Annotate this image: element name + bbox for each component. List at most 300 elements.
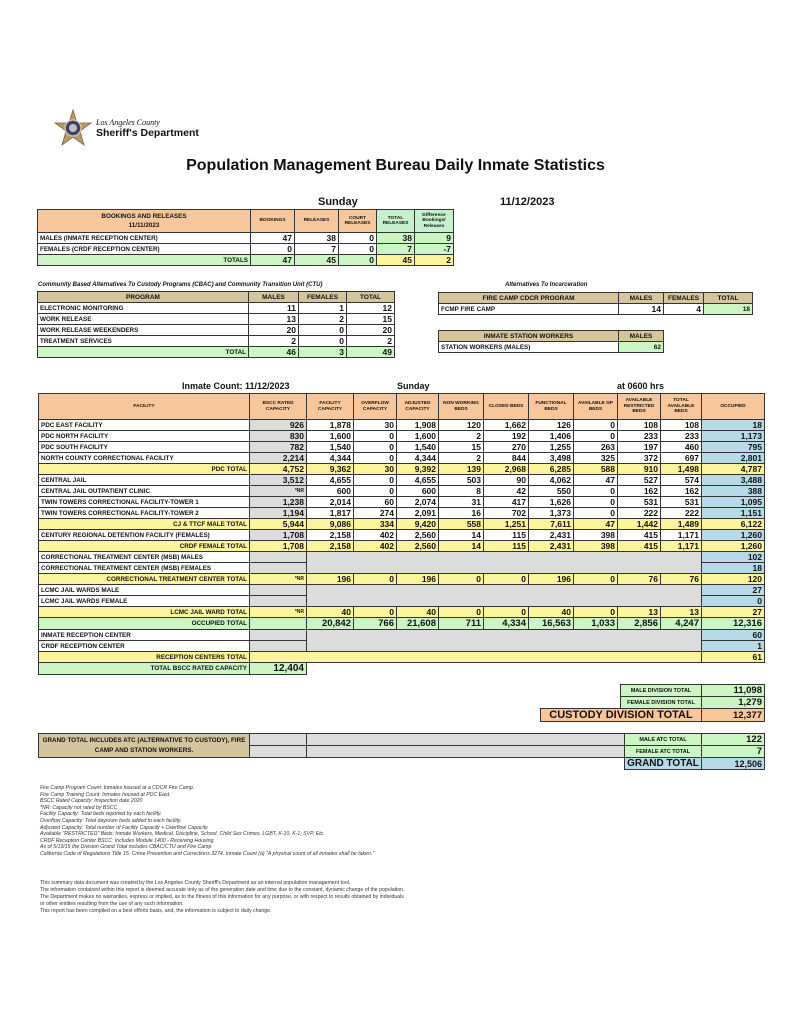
cell: 460	[661, 442, 702, 453]
row-label: OCCUPIED TOTAL	[39, 618, 250, 630]
cell: 222	[618, 508, 661, 519]
cell: 13	[249, 314, 299, 325]
row-label: TWIN TOWERS CORRECTIONAL FACILITY-TOWER 2	[39, 508, 250, 519]
col-females: FEMALES	[664, 293, 704, 304]
disclaimer-line: The information contained within this report is deemed accurate only as of the generation date and time due to the constant, dynamic change of the population.	[40, 887, 405, 893]
disclaimer-line: The Department makes no warranties, express or implied, as to the fitness of this information for any purpose, or with respect to results obtained by individuals	[40, 894, 404, 900]
cell: 388	[702, 486, 765, 497]
cell: 0	[354, 607, 397, 618]
cell: 531	[661, 497, 702, 508]
cell: 62	[619, 342, 664, 353]
sub-row	[39, 552, 765, 563]
cell: 12	[347, 303, 395, 314]
row-label: WORK RELEASE WEEKENDERS	[38, 325, 249, 336]
col-releases: RELEASES	[295, 210, 339, 233]
col-adjusted-capacity: ADJUSTED CAPACITY	[397, 394, 439, 420]
cell: 697	[661, 453, 702, 464]
col-total: TOTAL	[347, 292, 395, 303]
cell: 4,062	[529, 475, 574, 486]
cell: 30	[354, 464, 397, 475]
cbac-table	[37, 291, 395, 358]
sheriff-logo	[52, 108, 252, 158]
cell: 0	[354, 442, 397, 453]
cell: 47	[574, 475, 618, 486]
cell: 45	[377, 255, 415, 266]
cell: -7	[415, 244, 454, 255]
cell: 372	[618, 453, 661, 464]
cell: 417	[484, 497, 529, 508]
cell: 415	[618, 541, 661, 552]
cell: 0	[574, 508, 618, 519]
cell: 398	[574, 530, 618, 541]
cell: 1,662	[484, 420, 529, 431]
sub-row	[39, 641, 765, 652]
col-overflow-capacity: OVERFLOW CAPACITY	[354, 394, 397, 420]
cell: 15	[439, 442, 484, 453]
cell: 0	[299, 325, 347, 336]
station-workers-table	[438, 330, 664, 353]
cell: 0	[339, 255, 377, 266]
cell: 27	[702, 585, 765, 596]
cell: 274	[354, 508, 397, 519]
footnote-line: *NR: Capacity not rated by BSCC	[40, 804, 118, 811]
cell: 6,285	[529, 464, 574, 475]
cell: 1,498	[661, 464, 702, 475]
cell: 270	[484, 442, 529, 453]
cell: 9,392	[397, 464, 439, 475]
row-label: LCMC JAIL WARD TOTAL	[39, 607, 250, 618]
col-total: TOTAL	[704, 293, 753, 304]
cell: 910	[618, 464, 661, 475]
cell: 40	[397, 607, 439, 618]
cell: 550	[529, 486, 574, 497]
bscc-total-row	[39, 663, 765, 675]
cell: 1,255	[529, 442, 574, 453]
row-label: CORRECTIONAL TREATMENT CENTER (MSB) FEMALES	[39, 563, 250, 574]
cell: 1,151	[702, 508, 765, 519]
cell: 2,431	[529, 530, 574, 541]
cell: 2,214	[250, 453, 307, 464]
cell: 2,560	[397, 541, 439, 552]
row-label: NORTH COUNTY CORRECTIONAL FACILITY	[39, 453, 250, 464]
col-males: MALES	[249, 292, 299, 303]
sub-row	[39, 563, 765, 574]
inmate-count-time: at 0600 hrs	[617, 381, 665, 391]
cell: 0	[484, 607, 529, 618]
cell: 4,344	[307, 453, 354, 464]
cell: 45	[295, 255, 339, 266]
cell: 18	[704, 304, 753, 315]
male-division-row	[541, 685, 765, 697]
cell: 3	[299, 347, 347, 358]
row-label: CORRECTIONAL TREATMENT CENTER (MSB) MALES	[39, 552, 250, 563]
col-facility: FACILITY	[39, 394, 250, 420]
cell: 162	[661, 486, 702, 497]
cell: 1,600	[397, 431, 439, 442]
cell: 3,498	[529, 453, 574, 464]
row-label: TREATMENT SERVICES	[38, 336, 249, 347]
col-total-releases: TOTAL RELEASES	[377, 210, 415, 233]
cell: 4,787	[702, 464, 765, 475]
reception-row	[39, 652, 765, 663]
cell: 2,856	[618, 618, 661, 630]
cell: 18	[702, 420, 765, 431]
cell: 0	[574, 420, 618, 431]
cell: 2	[439, 431, 484, 442]
cell: 1	[299, 303, 347, 314]
cell: 139	[439, 464, 484, 475]
cell: 844	[484, 453, 529, 464]
cell: 1,251	[484, 519, 529, 530]
footnote-line: Adjusted Capacity: Total number of Facility Capacity + Overflow Capacity	[40, 824, 208, 831]
table-row	[39, 420, 765, 431]
cell: 21,608	[397, 618, 439, 630]
cell: 1,194	[250, 508, 307, 519]
disclaimer-line: This summary data document was created by the Los Angeles County Sheriff's Department as an internal population management tool.	[40, 880, 351, 886]
cell: 47	[251, 255, 295, 266]
cell: 18	[702, 563, 765, 574]
cell: 6,122	[702, 519, 765, 530]
cell: 711	[439, 618, 484, 630]
cell: 4,655	[397, 475, 439, 486]
cell: 76	[618, 574, 661, 585]
cell: 16	[439, 508, 484, 519]
row-label: TOTALS	[38, 255, 251, 266]
table-row	[439, 304, 753, 315]
page-title: Population Management Bureau Daily Inmate Statistics	[186, 157, 605, 174]
cell: 1,540	[397, 442, 439, 453]
cell: 14	[619, 304, 664, 315]
cell: 76	[661, 574, 702, 585]
cell: 20,842	[307, 618, 354, 630]
cell: 2	[347, 336, 395, 347]
cell: 3,488	[702, 475, 765, 486]
cell: 47	[574, 519, 618, 530]
total-row	[39, 464, 765, 475]
row-label: CJ & TTCF MALE TOTAL	[39, 519, 250, 530]
col-fire-camp-program: FIRE CAMP CDCR PROGRAM	[439, 293, 619, 304]
cell: 402	[354, 541, 397, 552]
row-label: WORK RELEASE	[38, 314, 249, 325]
row-label: CENTRAL JAIL	[39, 475, 250, 486]
cell: 2,968	[484, 464, 529, 475]
grand-total-label: GRAND TOTAL	[625, 758, 702, 770]
cell: 2,158	[307, 530, 354, 541]
col-bookings: BOOKINGS	[251, 210, 295, 233]
cell: 398	[574, 541, 618, 552]
row-label: RECEPTION CENTERS TOTAL	[39, 652, 250, 663]
cell: 0	[354, 475, 397, 486]
col-program: PROGRAM	[38, 292, 249, 303]
footnote-line: Fire Camp Program Count: Inmates housed at a CDCR Fire Camp.	[40, 785, 195, 791]
cell: 1,908	[397, 420, 439, 431]
cell: 503	[439, 475, 484, 486]
cell: 11,098	[702, 685, 765, 697]
cell: 222	[661, 508, 702, 519]
cell: 196	[307, 574, 354, 585]
col-available-gp-beds: AVAILABLE GP BEDS	[574, 394, 618, 420]
cell: 47	[251, 233, 295, 244]
cell: 2	[249, 336, 299, 347]
col-facility-capacity: FACILITY CAPACITY	[307, 394, 354, 420]
cell: 15	[347, 314, 395, 325]
table-row	[38, 336, 395, 347]
cell: 9,362	[307, 464, 354, 475]
cell: 7,611	[529, 519, 574, 530]
custody-division-row	[541, 709, 765, 722]
table-row	[38, 314, 395, 325]
col-functional-beds: FUNCTIONAL BEDS	[529, 394, 574, 420]
cell: 0	[354, 453, 397, 464]
cell: 574	[661, 475, 702, 486]
cell: 108	[661, 420, 702, 431]
footnote-line: Fire Camp Training Count: Inmates housed at PDC East.	[40, 791, 171, 798]
cell: 588	[574, 464, 618, 475]
cell: 2,091	[397, 508, 439, 519]
row-label: FCMP FIRE CAMP	[439, 304, 619, 315]
cell: 60	[702, 630, 765, 641]
cell: 1,033	[574, 618, 618, 630]
cell: 0	[439, 574, 484, 585]
alternatives-section-title: Alternatives To Incarceration	[505, 282, 588, 288]
cell: 2,431	[529, 541, 574, 552]
cell: 0	[339, 244, 377, 255]
cell: 7	[377, 244, 415, 255]
cell: 102	[702, 552, 765, 563]
cell: 795	[702, 442, 765, 453]
male-atc-label: MALE ATC TOTAL	[625, 734, 702, 746]
cell: 415	[618, 530, 661, 541]
cell: 0	[574, 486, 618, 497]
cell: 90	[484, 475, 529, 486]
total-row	[39, 607, 765, 618]
cell: 196	[529, 574, 574, 585]
cell: 4	[664, 304, 704, 315]
cell: 7	[295, 244, 339, 255]
cell: 2,074	[397, 497, 439, 508]
cell: 1,260	[702, 541, 765, 552]
cell: 2,801	[702, 453, 765, 464]
cell: 0	[439, 607, 484, 618]
cell: 30	[354, 420, 397, 431]
footnote-line: Available "RESTRICTED" Beds: Inmate Workers, Medical, Discipline, School, Child Sex Crimes, LGBT, K-10, K-1, SVP, Etc.	[40, 831, 325, 838]
department-name: Sheriff's Department	[96, 127, 199, 139]
facility-table	[38, 393, 765, 675]
cell: 12,377	[702, 709, 765, 722]
table-row	[38, 244, 454, 255]
cell: 38	[377, 233, 415, 244]
disclaimer	[40, 880, 405, 915]
cell: 1,817	[307, 508, 354, 519]
male-atc-value: 122	[702, 734, 765, 746]
cell: 120	[702, 574, 765, 585]
cell: 11	[249, 303, 299, 314]
cell: 13	[618, 607, 661, 618]
cell: 702	[484, 508, 529, 519]
cell: 1,279	[702, 697, 765, 709]
cell: 5,944	[250, 519, 307, 530]
grand-row	[39, 618, 765, 630]
sheriff-star-badge-icon	[52, 108, 94, 154]
cell: 38	[295, 233, 339, 244]
cell: 9	[415, 233, 454, 244]
cell: 1,708	[250, 530, 307, 541]
grand-total-note: GRAND TOTAL INCLUDES ATC (ALTERNATIVE TO CUSTODY), FIRE CAMP AND STATION WORKERS.	[39, 734, 250, 758]
cell: 830	[250, 431, 307, 442]
cell: 27	[702, 607, 765, 618]
cell: 1	[702, 641, 765, 652]
cell: 1,173	[702, 431, 765, 442]
cell: 600	[307, 486, 354, 497]
county-name: Los Angeles County	[96, 118, 160, 127]
col-court-releases: COURT RELEASES	[339, 210, 377, 233]
table-row	[39, 486, 765, 497]
cell: 233	[661, 431, 702, 442]
cell: 2	[299, 314, 347, 325]
cell: 20	[249, 325, 299, 336]
row-label: TOTAL	[38, 347, 249, 358]
cell: 61	[702, 652, 765, 663]
row-label: ELECTRONIC MONITORING	[38, 303, 249, 314]
female-division-row	[541, 697, 765, 709]
row-label: INMATE RECEPTION CENTER	[39, 630, 250, 641]
cell: 196	[397, 574, 439, 585]
grand-total-table	[38, 733, 765, 770]
cell: 16,563	[529, 618, 574, 630]
cell: 12,404	[250, 663, 307, 675]
division-totals-table	[540, 684, 765, 722]
inmate-count-label: Inmate Count: 11/12/2023	[182, 381, 290, 391]
table-row	[39, 442, 765, 453]
row-label: LCMC JAIL WARDS FEMALE	[39, 596, 250, 607]
cell: 49	[347, 347, 395, 358]
cell: 766	[354, 618, 397, 630]
cell: 334	[354, 519, 397, 530]
fire-camp-table	[438, 292, 753, 315]
totals-row	[38, 255, 454, 266]
cell: 40	[307, 607, 354, 618]
row-label: CUSTODY DIVISION TOTAL	[541, 709, 702, 722]
table-row	[39, 453, 765, 464]
cell: 4,344	[397, 453, 439, 464]
row-label: MALES (INMATE RECEPTION CENTER)	[38, 233, 251, 244]
cell: 1,095	[702, 497, 765, 508]
cell: 197	[618, 442, 661, 453]
table-row	[39, 497, 765, 508]
col-bscc-rated-capacity: BSCC RATED CAPACITY	[250, 394, 307, 420]
cell: 60	[354, 497, 397, 508]
cell: 4,247	[661, 618, 702, 630]
cell: 162	[618, 486, 661, 497]
female-atc-label: FEMALE ATC TOTAL	[625, 746, 702, 758]
cell: 13	[661, 607, 702, 618]
total-row	[39, 541, 765, 552]
table-row	[38, 233, 454, 244]
row-label: CRDF FEMALE TOTAL	[39, 541, 250, 552]
row-label: PDC EAST FACILITY	[39, 420, 250, 431]
cell: 527	[618, 475, 661, 486]
cell: *NR	[250, 486, 307, 497]
cell: 4,655	[307, 475, 354, 486]
grand-total-value: 12,506	[702, 758, 765, 770]
cell: 126	[529, 420, 574, 431]
col-available-restricted-beds: AVAILABLE RESTRICTED BEDS	[618, 394, 661, 420]
row-label: FEMALE DIVISION TOTAL	[621, 697, 702, 709]
cell: 14	[439, 530, 484, 541]
row-label: TWIN TOWERS CORRECTIONAL FACILITY-TOWER 1	[39, 497, 250, 508]
cell: 0	[574, 497, 618, 508]
bookings-table	[37, 209, 454, 266]
cell: 1,171	[661, 530, 702, 541]
row-label: STATION WORKERS (MALES)	[439, 342, 619, 353]
cell: 0	[339, 233, 377, 244]
sub-row	[39, 585, 765, 596]
row-label: LCMC JAIL WARDS MALE	[39, 585, 250, 596]
sub-row	[39, 630, 765, 641]
cell: 1,600	[307, 431, 354, 442]
cell: 402	[354, 530, 397, 541]
cell: *NR	[250, 574, 307, 585]
disclaimer-line: This report has been compiled on a best efforts basis, and, the information is subject to daily change.	[40, 908, 272, 914]
cell: 42	[484, 486, 529, 497]
cell: 46	[249, 347, 299, 358]
cell: 14	[439, 541, 484, 552]
cell: 20	[347, 325, 395, 336]
cell: 233	[618, 431, 661, 442]
table-row	[38, 303, 395, 314]
cell: 1,626	[529, 497, 574, 508]
row-label: FEMALES (CRDF RECEPTION CENTER)	[38, 244, 251, 255]
cell: 0	[574, 607, 618, 618]
cell: 2,014	[307, 497, 354, 508]
bookings-header: BOOKINGS AND RELEASES 11/11/2023	[38, 210, 251, 233]
cell: 558	[439, 519, 484, 530]
cell: 1,238	[250, 497, 307, 508]
footnote-line: CRDF Reception Center BSCC: Includes Module 1400 - Receiving Housing	[40, 837, 214, 844]
cell: 1,878	[307, 420, 354, 431]
cell: 3,512	[250, 475, 307, 486]
cell: 0	[299, 336, 347, 347]
footnote-line: As of 5/19/15 the Division Grand Total includes CBAC/CTU and Fire Camp	[40, 844, 212, 851]
row-label: CRDF RECEPTION CENTER	[39, 641, 250, 652]
cell: 1,260	[702, 530, 765, 541]
footnote-line: Facility Capacity: Total beds reported by each facility.	[40, 811, 162, 818]
cell: 4,334	[484, 618, 529, 630]
cell: 1,489	[661, 519, 702, 530]
row-label: PDC SOUTH FACILITY	[39, 442, 250, 453]
cell: 531	[618, 497, 661, 508]
cell: 120	[439, 420, 484, 431]
cell: 40	[529, 607, 574, 618]
cbac-section-title: Community Based Alternatives To Custody Programs (CBAC) and Community Transition Unit (CTU)	[38, 282, 323, 288]
total-row	[39, 519, 765, 530]
cell: 2,560	[397, 530, 439, 541]
cell: 1,442	[618, 519, 661, 530]
table-row	[39, 431, 765, 442]
report-date: 11/12/2023	[500, 196, 555, 208]
cell: 0	[354, 574, 397, 585]
cell	[250, 618, 307, 630]
row-label: PDC NORTH FACILITY	[39, 431, 250, 442]
footnote-line: Overflow Capacity: Total dayroom beds added to each facility.	[40, 817, 182, 824]
col-difference: Difference Bookings/ Releases	[415, 210, 454, 233]
cell: 8	[439, 486, 484, 497]
cell: 1,171	[661, 541, 702, 552]
cell: 782	[250, 442, 307, 453]
col-occupied: OCCUPIED	[702, 394, 765, 420]
table-row	[39, 530, 765, 541]
cell: 0	[354, 431, 397, 442]
